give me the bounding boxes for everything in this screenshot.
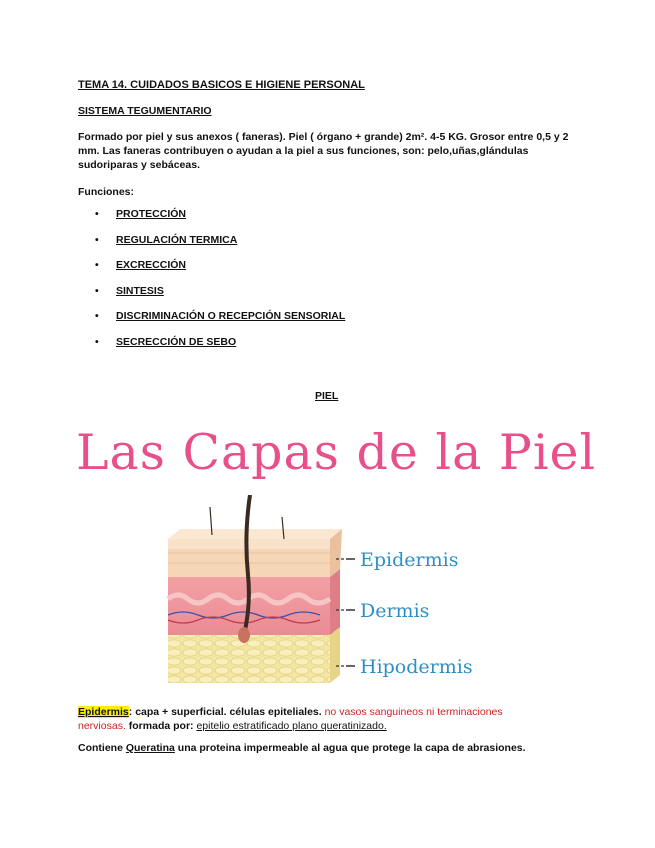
figure-title: Las Capas de la Piel: [76, 424, 597, 481]
queratina-paragraph: [78, 741, 583, 755]
list-item-label: SINTESIS: [116, 284, 164, 297]
formada-value: epitelio estratificado plano queratinizado.: [196, 720, 387, 732]
bullet-icon: •: [95, 284, 99, 297]
intro-line-1: Formado por piel y sus anexos ( faneras). Piel ( órgano + grande) 2m². 4-5 KG. Grosor entre 0,5 y 2: [78, 131, 569, 143]
bullet-icon: •: [95, 233, 99, 246]
epidermis-paragraph: [78, 705, 583, 733]
list-item-label: DISCRIMINACIÓN O RECEPCIÓN SENSORIAL: [116, 310, 346, 323]
funciones-label: Funciones:: [78, 186, 135, 198]
hipodermis-layer: [168, 627, 340, 683]
list-item-label: EXCRECCIÓN: [116, 259, 187, 272]
epidermis-text: : capa + superficial. células epiteliales.: [128, 706, 322, 718]
epidermis-label: Epidermis: [360, 549, 459, 571]
dermis-layer: [168, 569, 340, 635]
section-title: SISTEMA TEGUMENTARIO: [78, 105, 212, 117]
intro-paragraph: [78, 130, 583, 172]
formada-label: formada por:: [125, 720, 194, 732]
bullet-icon: •: [95, 310, 99, 323]
list-item-label: PROTECCIÓN: [116, 208, 187, 220]
intro-line-2: mm. Las faneras contribuyen o ayudan a la piel a sus funciones, son: pelo,uñas,glándulas: [78, 145, 529, 157]
epidermis-red-text: no vasos sanguineos ni terminaciones: [324, 706, 503, 718]
queratina-before: Contiene: [78, 742, 123, 754]
bullet-icon: •: [95, 335, 99, 348]
page-heading: TEMA 14. CUIDADOS BASICOS E HIGIENE PERSONAL: [78, 79, 365, 91]
hipodermis-label: Hipodermis: [360, 656, 473, 678]
queratina-term: Queratina: [125, 742, 175, 754]
skin-layers-illustration: [150, 495, 480, 690]
list-item-label: REGULACIÓN TERMICA: [116, 233, 238, 246]
piel-heading: PIEL: [315, 390, 339, 402]
epidermis-red-text-2: nerviosas.: [78, 720, 126, 732]
intro-line-3: sudoriparas y sebáceas.: [78, 159, 200, 171]
epidermis-layer: [168, 529, 342, 577]
bullet-icon: •: [95, 259, 99, 272]
list-item-label: SECRECCIÓN DE SEBO: [116, 335, 237, 348]
queratina-after: una proteina impermeable al agua que protege la capa de abrasiones.: [177, 742, 526, 754]
bullet-icon: •: [95, 208, 99, 220]
epidermis-term: Epidermis: [78, 706, 129, 718]
dermis-label: Dermis: [360, 600, 430, 622]
